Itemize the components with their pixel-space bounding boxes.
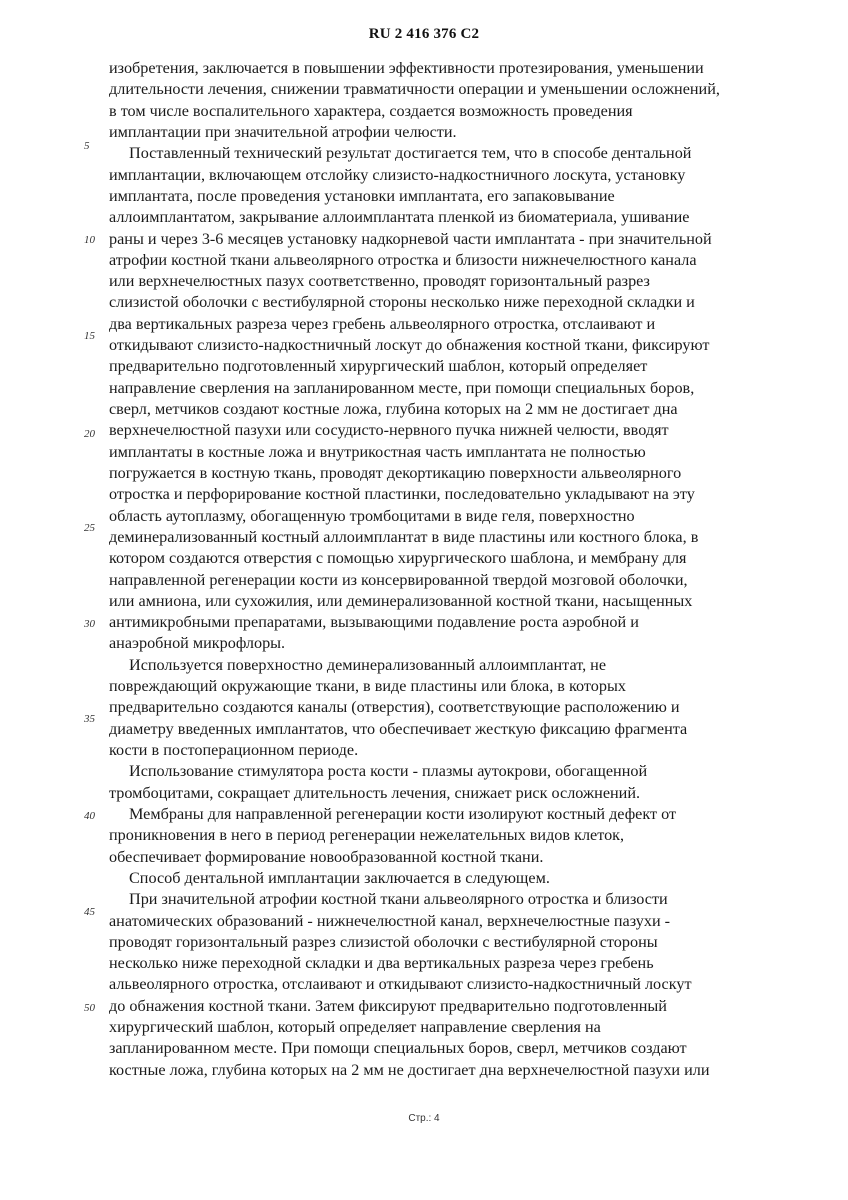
text-line: предварительно подготовленный хирургический шаблон, который определяет xyxy=(109,357,648,376)
text-line: отростка и перфорирование костной пластинки, последовательно укладывают на эту xyxy=(109,485,695,504)
text-line: альвеолярного отростка, отслаивают и откидывают слизисто-надкостничный лоскут xyxy=(109,975,692,994)
text-line: два вертикальных разреза через гребень альвеолярного отростка, отслаивают и xyxy=(109,314,656,333)
text-line: слизистой оболочки с вестибулярной стороны несколько ниже переходной складки и xyxy=(109,293,695,312)
text-line: имплантата, после проведения установки имплантата, его запаковывание xyxy=(109,186,615,205)
text-line: откидывают слизисто-надкостничный лоскут до обнажения костной ткани, фиксируют xyxy=(109,336,710,355)
text-line: запланированном месте. При помощи специальных боров, сверл, метчиков создают xyxy=(109,1039,687,1058)
text-line: предварительно создаются каналы (отверстия), соответствующие расположению и xyxy=(109,698,680,717)
text-line: кости в постоперационном периоде. xyxy=(109,741,359,759)
text-line: имплантации при значительной атрофии челюсти. xyxy=(109,122,457,141)
text-line: раны и через 3-6 месяцев установку надкорневой части имплантата - при значительной xyxy=(109,229,712,248)
text-line: несколько ниже переходной складки и два вертикальных разреза через гребень xyxy=(109,954,654,973)
line-number: 25 xyxy=(84,522,95,534)
text-line: диаметру введенных имплантатов, что обеспечивает жесткую фиксацию фрагмента xyxy=(109,719,688,738)
text-line: антимикробными препаратами, вызывающими подавление роста аэробной и xyxy=(109,613,639,632)
line-number: 45 xyxy=(84,906,95,918)
text-line: анатомических образований - нижнечелюстной канал, верхнечелюстные пазухи - xyxy=(109,911,671,930)
text-line: Поставленный технический результат достигается тем, что в способе дентальной xyxy=(129,144,692,163)
text-line: Используется поверхностно деминерализованный аллоимплантат, не xyxy=(129,655,607,674)
text-line: Мембраны для направленной регенерации кости изолируют костный дефект от xyxy=(129,804,677,823)
text-line: имплантаты в костные ложа и внутрикостная часть имплантата не полностью xyxy=(109,442,646,461)
text-line: анаэробной микрофлоры. xyxy=(109,634,286,653)
text-line: костные ложа, глубина которых на 2 мм не достигает дна верхнечелюстной пазухи или xyxy=(109,1060,710,1079)
line-number: 20 xyxy=(84,428,95,440)
text-line: или амниона, или сухожилия, или деминерализованной костной ткани, насыщенных xyxy=(109,591,693,610)
line-number: 30 xyxy=(84,618,95,630)
text-line: сверл, метчиков создают костные ложа, глубина которых на 2 мм не достигает дна xyxy=(109,400,678,418)
text-line: атрофии костной ткани альвеолярного отростка и близости нижнечелюстного канала xyxy=(109,250,697,269)
text-line: область аутоплазму, обогащенную тромбоцитами в виде геля, поверхностно xyxy=(109,506,635,525)
text-line: Использование стимулятора роста кости - плазмы аутокрови, обогащенной xyxy=(129,762,648,781)
text-line: направленной регенерации кости из консервированной твердой мозговой оболочки, xyxy=(109,570,688,589)
patent-number-header: RU 2 416 376 C2 xyxy=(368,26,480,42)
text-line: тромбоцитами, сокращает длительность лечения, снижает риск осложнений. xyxy=(109,783,641,802)
text-line: аллоимплантатом, закрывание аллоимплантата пленкой из биоматериала, ушивание xyxy=(109,208,690,227)
text-line: в том числе воспалительного характера, создается возможность проведения xyxy=(109,101,633,120)
text-line: проникновения в него в период регенерации нежелательных видов клеток, xyxy=(109,826,625,845)
text-line: до обнажения костной ткани. Затем фиксируют предварительно подготовленный xyxy=(109,996,667,1015)
text-line: При значительной атрофии костной ткани альвеолярного отростка и близости xyxy=(129,890,668,909)
text-line: повреждающий окружающие ткани, в виде пластины или блока, в которых xyxy=(109,677,626,696)
text-line: направление сверления на запланированном месте, при помощи специальных боров, xyxy=(109,378,695,397)
page-number-footer: Стр.: 4 xyxy=(408,1113,440,1124)
text-line: обеспечивает формирование новообразованной костной ткани. xyxy=(109,847,544,866)
line-number: 40 xyxy=(84,810,95,822)
line-number: 15 xyxy=(84,330,95,342)
text-line: проводят горизонтальный разрез слизистой оболочки с вестибулярной стороны xyxy=(109,932,658,951)
text-line: длительности лечения, снижении травматичности операции и уменьшении осложнений, xyxy=(109,80,720,99)
text-line: погружается в костную ткань, проводят декортикацию поверхности альвеолярного xyxy=(109,463,682,482)
line-number: 35 xyxy=(84,713,95,725)
description-body xyxy=(109,58,789,1081)
line-number: 50 xyxy=(84,1002,95,1014)
text-line: котором создаются отверстия с помощью хирургического шаблона, и мембрану для xyxy=(109,549,687,568)
line-number: 10 xyxy=(84,234,95,246)
text-line: имплантации, включающем отслойку слизисто-надкостничного лоскута, установку xyxy=(109,165,686,184)
text-line: Способ дентальной имплантации заключается в следующем. xyxy=(129,868,550,887)
text-line: или верхнечелюстных пазух соответственно, проводят горизонтальный разрез xyxy=(109,272,650,291)
text-line: хирургический шаблон, который определяет направление сверления на xyxy=(109,1018,601,1037)
line-number: 5 xyxy=(84,140,90,152)
text-line: изобретения, заключается в повышении эффективности протезирования, уменьшении xyxy=(109,59,704,77)
text-line: деминерализованный костный аллоимплантат в виде пластины или костного блока, в xyxy=(109,527,699,546)
text-line: верхнечелюстной пазухи или сосудисто-нервного пучка нижней челюсти, вводят xyxy=(109,421,669,440)
